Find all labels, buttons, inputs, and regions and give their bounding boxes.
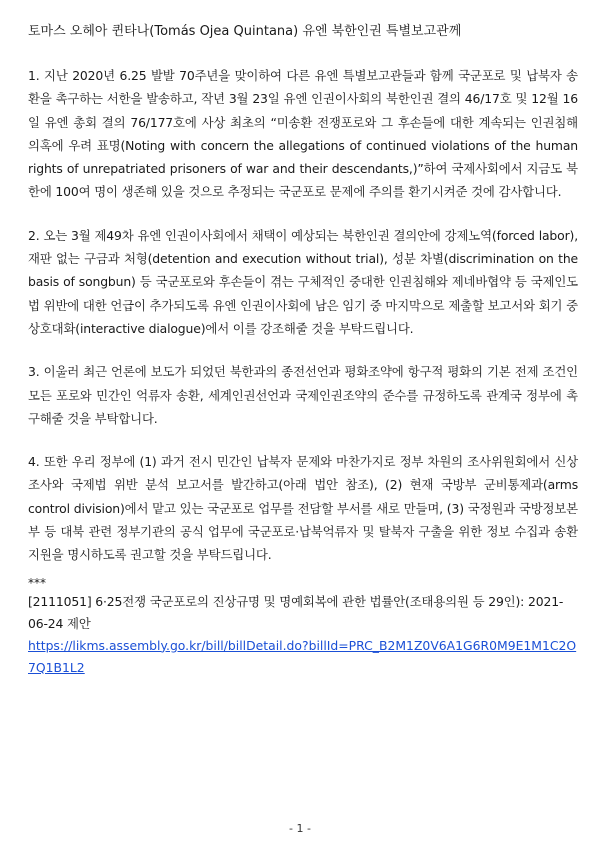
section-separator: *** [28,575,46,590]
bill-link[interactable]: https://likms.assembly.go.kr/bill/billDetail.do?billId=PRC_B2M1Z0V6A1G6R0M9E1M1C2O7Q1B1L2 [28,637,577,675]
document-heading: 토마스 오헤아 퀸타나(Tomás Ojea Quintana) 유엔 북한인권 특별보고관께 [28,24,462,39]
paragraph-2: 2. 오는 3월 제49차 유엔 인권이사회에서 채택이 예상되는 북한인권 결의안에 강제노역(forced labor), 재판 없는 구금과 처형(detention and execution without trial), 성분 차별(discrimination on the basis of songbun) 등 국군포로와 후손들이 겪는 구체적인 중대한 인권침해와 제네바협약 등 국제인도법 위반에 대한 언급이 추가되도록 유엔 인권이사회에 남은 임기 중 마지막으로 제출할 보고서와 회기 중 상호대화(interactive dialogue)에서 이를 강조해줄 것을 부탁드립니다. [28,227,578,336]
document-page [28,22,578,679]
paragraph-4: 4. 또한 우리 정부에 (1) 과거 전시 민간인 납북자 문제와 마찬가지로 정부 차원의 조사위원회에서 신상조사와 국제법 위반 분석 보고서를 발간하고(아래 법안 참조), (2) 현재 국방부 군비통제과(arms control division)에서 맡고 있는 국군포로 업무를 전담할 부서를 새로 만들며, (3) 국정원과 국방정보본부 등 대북 관련 정부기관의 공식 업무에 국군포로·납북억류자 및 탈북자 구출을 위한 정보 수집과 송환 지원을 명시하도록 권고할 것을 부탁드립니다. [28,454,578,563]
paragraph-3: 3. 이울러 최근 언론에 보도가 되었던 북한과의 종전선언과 평화조약에 항구적 평화의 기본 전제 조건인 모든 포로와 민간인 억류자 송환, 세계인권선언과 국제인권조약의 준수를 규정하도록 관계국 정부에 촉구해줄 것을 부탁합니다. [28,364,578,426]
page-number: - 1 - [289,822,311,835]
paragraph-1: 1. 지난 2020년 6.25 발발 70주년을 맞이하여 다른 유엔 특별보고관들과 함께 국군포로 및 납북자 송환을 촉구하는 서한을 발송하고, 작년 3월 23일 유엔 인권이사회의 북한인권 결의 46/17호 및 12월 16일 유엔 총회 결의 76/177호에 사상 최초의 “미송환 전쟁포로와 그 후손들에 대한 계속되는 인권침해 의혹에 우려 표명(Noting with concern the allegations of continued violations of the human rights of unrepatriated prisoners of war and their descendants,)”하여 국제사회에서 지금도 북한에 100여 명이 생존해 있을 것으로 추정되는 국군포로 문제에 주의를 환기시켜준 것에 감사합니다. [28,68,578,200]
bill-reference: [2111051] 6·25전쟁 국군포로의 진상규명 및 명예회복에 관한 법률안(조태용의원 등 29인): 2021-06-24 제안 [28,593,564,631]
